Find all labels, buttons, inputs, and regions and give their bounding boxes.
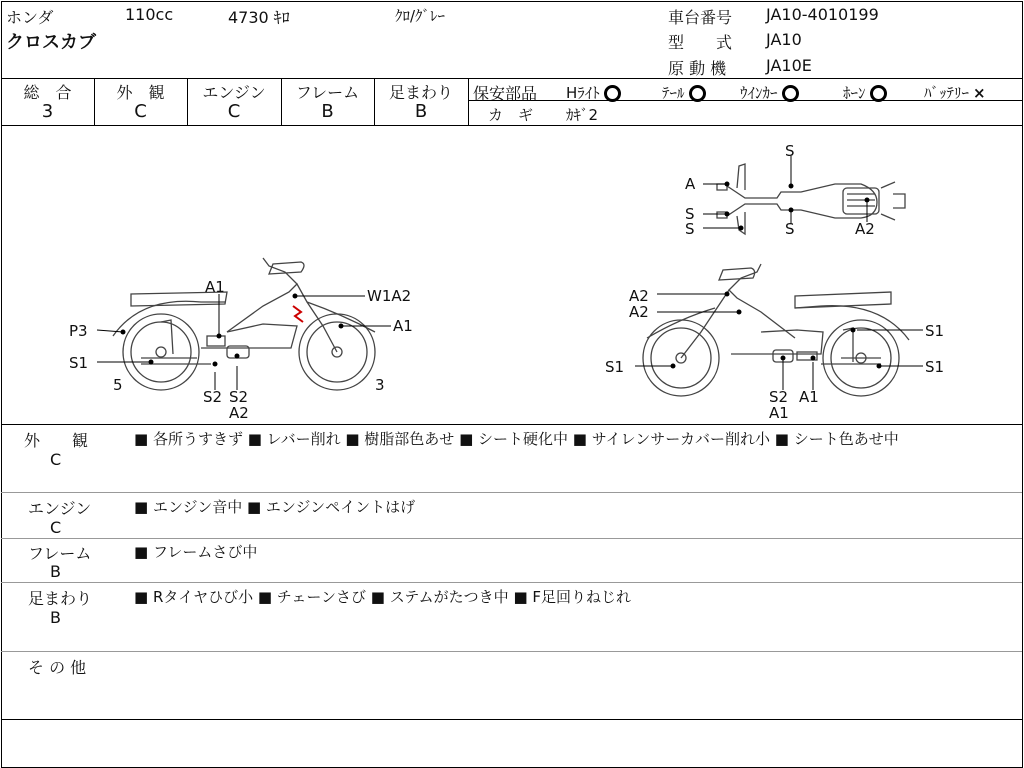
safety-item-headlight: Hﾗｲﾄ [566, 82, 621, 103]
left-label-s2a: S2 [203, 388, 223, 406]
remark-exterior-text: ■ 各所うすきず ■ レバー削れ ■ 樹脂部色あせ ■ シート硬化中 ■ サイレンサーカバー削れ小 ■ シート色あせ中 [134, 430, 899, 448]
remark-other-label: そ の 他 [28, 658, 87, 677]
key-label: カ ギ [488, 106, 534, 124]
remark-engine-text: ■ エンジン音中 ■ エンジンペイントはげ [134, 498, 416, 516]
safety-item-horn: ﾎｰﾝ [843, 82, 887, 103]
left-label-s2b: S2 [229, 388, 249, 406]
safety-item-tail: ﾃｰﾙ [662, 82, 706, 103]
grade-exterior-label: 外 観 [116, 83, 165, 102]
left-label-front-tire: 3 [375, 376, 385, 394]
color: ｸﾛ/ｸﾞﾚｰ [395, 7, 446, 25]
key-value: ｶｷﾞ2 [566, 106, 599, 124]
left-label-rear-tire: 5 [113, 376, 123, 394]
left-label-w1a2: W1A2 [367, 287, 412, 305]
right-label-s2: S2 [769, 388, 789, 406]
frame-no: JA10-4010199 [766, 5, 879, 24]
left-label-p3: P3 [69, 322, 88, 340]
safety-label: 保安部品 [473, 84, 538, 103]
right-label-s1-rear: S1 [925, 358, 945, 376]
right-label-s1-shock: S1 [925, 322, 945, 340]
grade-overall-label: 総 合 [23, 83, 72, 102]
damage-diagram [1, 126, 1021, 424]
safety-item-battery: ﾊﾞｯﾃﾘｰ × [924, 84, 986, 102]
grade-suspension-label: 足まわり [388, 83, 453, 102]
engine-code: JA10E [766, 56, 812, 75]
right-label-s1-front: S1 [605, 358, 625, 376]
right-label-a2-upper: A2 [629, 287, 649, 305]
remark-engine-label: エンジン [28, 499, 92, 518]
left-label-a2: A2 [229, 404, 249, 422]
model-label: 型 式 [668, 33, 733, 52]
top-label-s-top: S [785, 142, 795, 160]
top-label-s-left2: S [685, 220, 695, 238]
top-label-a2: A2 [855, 220, 875, 238]
model-name: クロスカブ [6, 32, 96, 53]
grade-frame-label: フレーム [295, 83, 360, 102]
remark-frame-text: ■ フレームさび中 [134, 543, 258, 561]
grade-frame-value: B [321, 101, 334, 122]
remark-engine-grade: C [50, 518, 62, 537]
ok-circle-icon [870, 85, 887, 102]
left-label-a1-seat: A1 [205, 278, 225, 296]
grade-exterior-value: C [134, 101, 147, 122]
top-label-s-bottom: S [785, 220, 795, 238]
model-code: JA10 [766, 30, 802, 49]
right-label-a2-lower: A2 [629, 303, 649, 321]
grade-suspension-value: B [414, 101, 428, 122]
right-label-a1-lower: A1 [769, 404, 789, 422]
grade-overall-value: 3 [41, 101, 54, 122]
ng-cross-icon: × [973, 84, 986, 102]
top-label-a: A [685, 175, 696, 193]
remark-exterior-grade: C [50, 450, 62, 469]
remark-frame-grade: B [50, 562, 61, 581]
top-label-s-left1: S [685, 205, 695, 223]
left-label-a1-fender: A1 [393, 317, 413, 335]
maker: ホンダ [6, 8, 54, 27]
left-label-s1: S1 [69, 354, 89, 372]
ok-circle-icon [604, 85, 621, 102]
right-label-a1: A1 [799, 388, 819, 406]
grade-engine-label: エンジン [202, 83, 266, 102]
grade-engine-value: C [227, 101, 241, 122]
remark-frame-label: フレーム [28, 544, 92, 563]
remark-suspension-label: 足まわり [28, 589, 93, 608]
safety-item-winker: ｳｲﾝｶｰ [740, 82, 799, 103]
engine-label: 原 動 機 [668, 59, 727, 78]
displacement: 110cc [125, 5, 174, 24]
mileage: 4730 ｷﾛ [228, 8, 290, 27]
remark-exterior-label: 外 観 [24, 431, 89, 450]
frame-no-label: 車台番号 [668, 8, 733, 27]
ok-circle-icon [689, 85, 706, 102]
ok-circle-icon [782, 85, 799, 102]
remark-suspension-text: ■ Rタイヤひび小 ■ チェーンさび ■ ステムがたつき中 ■ F足回りねじれ [134, 588, 632, 606]
remark-suspension-grade: B [50, 608, 61, 627]
